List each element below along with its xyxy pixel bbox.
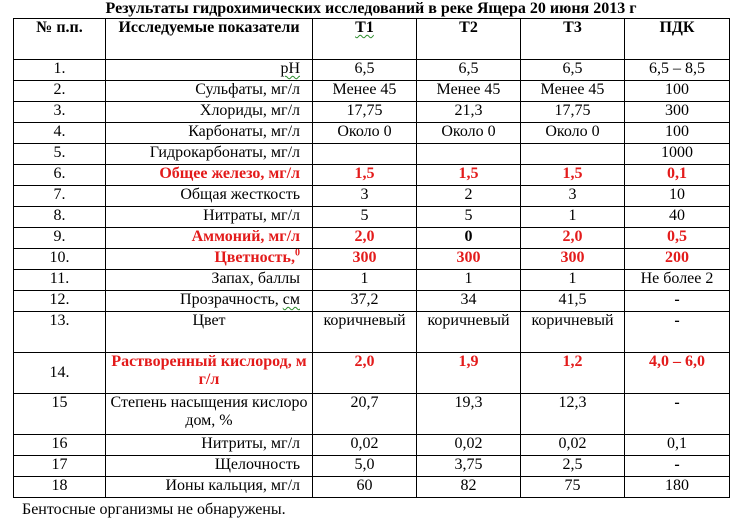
row-number: 1. <box>14 60 106 81</box>
row-parameter: Нитраты, мг/л <box>106 207 313 228</box>
value-t1: 1,5 <box>313 165 417 186</box>
value-pdk: 200 <box>625 249 730 270</box>
value-t2: 1,9 <box>417 353 521 394</box>
col-header-num: № п.п. <box>14 19 106 60</box>
table-row <box>14 312 730 353</box>
value-t2: 5 <box>417 207 521 228</box>
value-t1: 0,02 <box>313 435 417 456</box>
row-number: 14. <box>14 353 106 394</box>
table-row <box>14 123 730 144</box>
value-t3: 0,02 <box>521 435 625 456</box>
row-number: 3. <box>14 102 106 123</box>
row-parameter: Хлориды, мг/л <box>106 102 313 123</box>
value-t2: 6,5 <box>417 60 521 81</box>
value-pdk: 40 <box>625 207 730 228</box>
value-t1: 37,2 <box>313 291 417 312</box>
row-parameter: Щелочность <box>106 456 313 477</box>
row-parameter: Ионы кальция, мг/л <box>106 477 313 498</box>
value-t2: 0,02 <box>417 435 521 456</box>
value-t2: 300 <box>417 249 521 270</box>
table-row <box>14 207 730 228</box>
value-pdk: 4,0 – 6,0 <box>625 353 730 394</box>
row-number: 13. <box>14 312 106 353</box>
value-pdk: 1000 <box>625 144 730 165</box>
value-t3: Менее 45 <box>521 81 625 102</box>
value-t1: 17,75 <box>313 102 417 123</box>
row-number: 9. <box>14 228 106 249</box>
value-t3 <box>521 144 625 165</box>
value-t3: коричневый <box>521 312 625 353</box>
row-number: 17 <box>14 456 106 477</box>
table-row <box>14 60 730 81</box>
value-t3: 12,3 <box>521 394 625 435</box>
value-t2: коричневый <box>417 312 521 353</box>
row-parameter: Сульфаты, мг/л <box>106 81 313 102</box>
row-number: 12. <box>14 291 106 312</box>
value-t3: 17,75 <box>521 102 625 123</box>
row-number: 7. <box>14 186 106 207</box>
value-pdk: - <box>625 291 730 312</box>
value-t2: 19,3 <box>417 394 521 435</box>
row-parameter: Растворенный кислород, мг/л <box>106 353 313 394</box>
value-t2: 1 <box>417 270 521 291</box>
value-t1: 1 <box>313 270 417 291</box>
row-number: 10. <box>14 249 106 270</box>
value-pdk: 0,1 <box>625 165 730 186</box>
row-number: 6. <box>14 165 106 186</box>
table-row <box>14 435 730 456</box>
footnote: Бентосные организмы не обнаружены. <box>22 501 286 518</box>
row-parameter: pH <box>106 60 313 81</box>
value-t2: 2 <box>417 186 521 207</box>
row-parameter: Степень насыщения кислородом, % <box>106 394 313 435</box>
value-pdk: 0,5 <box>625 228 730 249</box>
value-t2: 82 <box>417 477 521 498</box>
header-row <box>14 19 730 60</box>
value-t3: 1,2 <box>521 353 625 394</box>
value-t1: Около 0 <box>313 123 417 144</box>
table-row-highlighted <box>14 249 730 270</box>
row-parameter: Карбонаты, мг/л <box>106 123 313 144</box>
value-t1: 5 <box>313 207 417 228</box>
table-row <box>14 81 730 102</box>
row-number: 18 <box>14 477 106 498</box>
row-parameter: Цвет <box>106 312 313 353</box>
table-row <box>14 144 730 165</box>
row-parameter: Запах, баллы <box>106 270 313 291</box>
value-t2: 0 <box>417 228 521 249</box>
value-pdk: 180 <box>625 477 730 498</box>
value-pdk: 300 <box>625 102 730 123</box>
value-t1: 300 <box>313 249 417 270</box>
value-pdk: - <box>625 456 730 477</box>
row-number: 4. <box>14 123 106 144</box>
value-pdk: 100 <box>625 81 730 102</box>
value-t3: 2,0 <box>521 228 625 249</box>
value-t2: 21,3 <box>417 102 521 123</box>
value-t1: 20,7 <box>313 394 417 435</box>
col-header-t1: Т1 <box>313 19 417 60</box>
value-pdk: 6,5 – 8,5 <box>625 60 730 81</box>
value-pdk: - <box>625 312 730 353</box>
col-header-param: Исследуемые показатели <box>106 19 313 60</box>
row-parameter: Аммоний, мг/л <box>106 228 313 249</box>
results-table <box>13 18 730 498</box>
value-t3: 2,5 <box>521 456 625 477</box>
value-t1: 3 <box>313 186 417 207</box>
value-t1: 5,0 <box>313 456 417 477</box>
row-parameter: Прозрачность, см <box>106 291 313 312</box>
value-t3: Около 0 <box>521 123 625 144</box>
value-t3: 1,5 <box>521 165 625 186</box>
value-t3: 1 <box>521 207 625 228</box>
table-row-highlighted <box>14 228 730 249</box>
value-pdk: 0,1 <box>625 435 730 456</box>
col-header-t3: Т3 <box>521 19 625 60</box>
row-parameter: Гидрокарбонаты, мг/л <box>106 144 313 165</box>
value-t1: 60 <box>313 477 417 498</box>
value-t2: 3,75 <box>417 456 521 477</box>
value-pdk: - <box>625 394 730 435</box>
row-parameter: Общее железо, мг/л <box>106 165 313 186</box>
table-row <box>14 291 730 312</box>
value-t3: 1 <box>521 270 625 291</box>
row-number: 11. <box>14 270 106 291</box>
row-parameter: Цветность,$^0$ <box>106 249 313 270</box>
table-row <box>14 186 730 207</box>
value-t2: 1,5 <box>417 165 521 186</box>
row-parameter: Общая жесткость <box>106 186 313 207</box>
row-number: 16 <box>14 435 106 456</box>
value-t1: коричневый <box>313 312 417 353</box>
value-t1: 2,0 <box>313 228 417 249</box>
value-t1 <box>313 144 417 165</box>
value-t3: 6,5 <box>521 60 625 81</box>
value-t3: 41,5 <box>521 291 625 312</box>
value-t2: 34 <box>417 291 521 312</box>
col-header-pdk: ПДК <box>625 19 730 60</box>
value-t2: Около 0 <box>417 123 521 144</box>
row-number: 8. <box>14 207 106 228</box>
value-t3: 3 <box>521 186 625 207</box>
value-t2 <box>417 144 521 165</box>
row-number: 5. <box>14 144 106 165</box>
table-row <box>14 270 730 291</box>
col-header-t2: Т2 <box>417 19 521 60</box>
value-pdk: Не более 2 <box>625 270 730 291</box>
value-t3: 300 <box>521 249 625 270</box>
table-row <box>14 477 730 498</box>
table-row <box>14 102 730 123</box>
value-t1: 6,5 <box>313 60 417 81</box>
value-pdk: 10 <box>625 186 730 207</box>
value-pdk: 100 <box>625 123 730 144</box>
row-number: 15 <box>14 394 106 435</box>
table-row <box>14 456 730 477</box>
table-row <box>14 394 730 435</box>
table-row-highlighted <box>14 353 730 394</box>
value-t1: Менее 45 <box>313 81 417 102</box>
value-t3: 75 <box>521 477 625 498</box>
table-title: Результаты гидрохимических исследований в реке Ящера 20 июня 2013 г <box>105 0 637 17</box>
value-t1: 2,0 <box>313 353 417 394</box>
row-number: 2. <box>14 81 106 102</box>
row-parameter: Нитриты, мг/л <box>106 435 313 456</box>
table-row-highlighted <box>14 165 730 186</box>
value-t2: Менее 45 <box>417 81 521 102</box>
